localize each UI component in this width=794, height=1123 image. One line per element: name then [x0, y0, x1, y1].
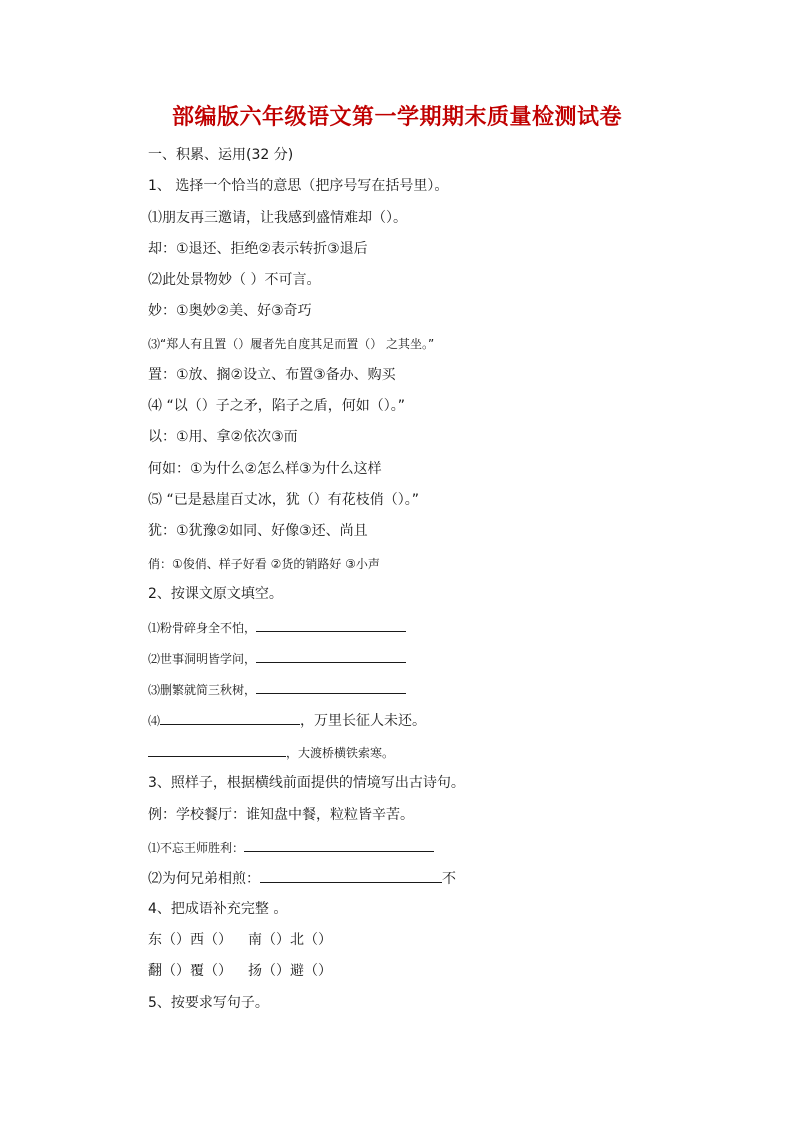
question-3-example: 例：学校餐厅：谁知盘中餐，粒粒皆辛苦。 — [148, 807, 414, 823]
trailing-text: 不 — [442, 871, 456, 887]
answer-blank[interactable] — [244, 838, 434, 852]
answer-blank[interactable] — [256, 680, 406, 694]
question-1-sentence-3: ⑶“郑人有且置（）履者先自度其足而置（） 之其坐。” — [148, 337, 435, 351]
question-1-options-2: 妙：①奥妙②美、好③奇巧 — [148, 303, 312, 319]
question-1-prompt: 1、 选择一个恰当的意思（把序号写在括号里）。 — [148, 178, 449, 194]
idiom-item: 扬（）避（） — [248, 963, 332, 979]
question-1-options-3: 置：①放、搁②设立、布置③备办、购买 — [148, 367, 396, 383]
scenario-label: ⑴不忘王师胜利： — [148, 841, 245, 855]
question-1-sentence-2: ⑵此处景物妙（ ）不可言。 — [148, 272, 321, 288]
question-2-line-4 — [148, 711, 426, 730]
idiom-row-2 — [148, 962, 332, 980]
idiom-row-1 — [148, 931, 332, 949]
answer-blank[interactable] — [256, 618, 406, 632]
question-2-prompt: 2、按课文原文填空。 — [148, 586, 283, 602]
poem-tail: ，大渡桥横铁索寒。 — [286, 746, 395, 760]
question-3-line-2 — [148, 869, 456, 888]
page-title: 部编版六年级语文第一学期期末质量检测试卷 — [171, 105, 622, 130]
poem-lead: ⑶删繁就简三秋树， — [148, 683, 257, 697]
idiom-item: 南（）北（） — [248, 932, 332, 948]
poem-lead: ⑴粉骨碎身全不怕， — [148, 621, 257, 635]
question-1-sentence-1: ⑴朋友再三邀请，让我感到盛情难却（）。 — [148, 210, 407, 226]
idiom-item: 翻（）覆（） — [148, 963, 232, 979]
question-3-prompt: 3、照样子，根据横线前面提供的情境写出古诗句。 — [148, 775, 465, 791]
section-heading: 一、积累、运用(32 分) — [148, 147, 294, 163]
item-number: ⑷ — [148, 714, 161, 728]
question-1-sentence-5: ⑸ “已是悬崖百丈冰，犹（）有花枝俏（）。” — [148, 492, 419, 508]
question-1-options-1: 却：①退还、拒绝②表示转折③退后 — [148, 241, 368, 257]
poem-tail: ，万里长征人未还。 — [300, 713, 427, 729]
idiom-item: 东（）西（） — [148, 932, 232, 948]
question-5-prompt: 5、按要求写句子。 — [148, 995, 269, 1011]
question-2-line-2 — [148, 649, 406, 668]
question-3-line-1 — [148, 838, 434, 857]
answer-blank[interactable] — [260, 869, 442, 883]
question-4-prompt: 4、把成语补充完整 。 — [148, 901, 288, 917]
question-2-line-1 — [148, 618, 406, 637]
question-2-line-3 — [148, 680, 406, 699]
question-1-sentence-4: ⑷ “以（）子之矛，陷子之盾，何如（）。” — [148, 398, 405, 414]
answer-blank[interactable] — [148, 743, 286, 757]
question-1-options-4b: 何如：①为什么②怎么样③为什么这样 — [148, 461, 382, 477]
question-1-options-5a: 犹：①犹豫②如同、好像③还、尚且 — [148, 523, 368, 539]
poem-lead: ⑵世事洞明皆学问， — [148, 652, 257, 666]
answer-blank[interactable] — [256, 649, 406, 663]
scenario-label: ⑵为何兄弟相煎： — [148, 871, 260, 887]
question-2-line-5 — [148, 743, 394, 762]
question-1-options-5b: 俏：①俊俏、样子好看 ②货的销路好 ③小声 — [148, 557, 380, 571]
answer-blank[interactable] — [160, 711, 300, 725]
question-1-options-4a: 以：①用、拿②依次③而 — [148, 429, 298, 445]
